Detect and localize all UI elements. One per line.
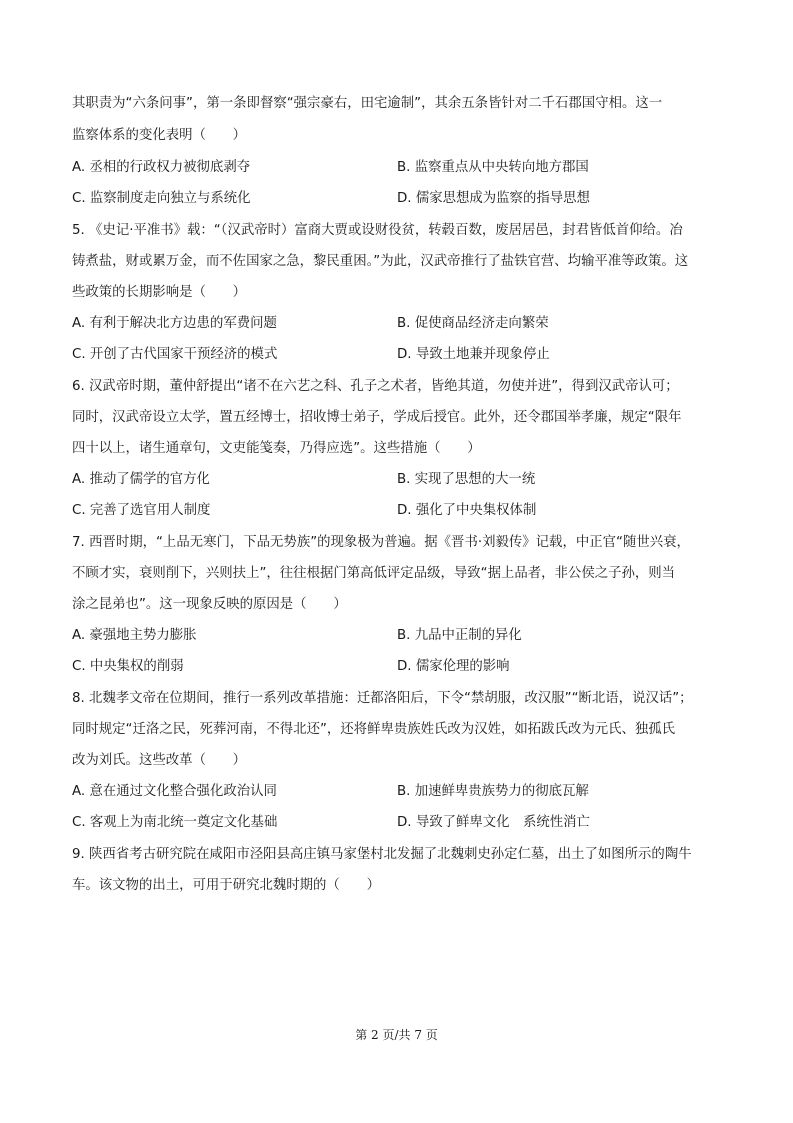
q7-option-b: B. 九品中正制的异化: [397, 628, 522, 643]
q7-stem-line-1: 7. 西晋时期，“上品无寒门，下品无势族”的现象极为普遍。据《晋书·刘毅传》记载，中正官“随世兴衰，: [72, 535, 690, 550]
q5-option-a: A. 有利于解决北方边患的军费问题: [72, 316, 277, 331]
q5-option-b: B. 促使商品经济走向繁荣: [397, 316, 549, 331]
q5-option-c: C. 开创了古代国家干预经济的模式: [72, 347, 278, 362]
q7-option-a: A. 豪强地主势力膨胀: [72, 628, 197, 643]
q7-stem-line-2: 不顾才实，衰则削下，兴则扶上”，往往根据门第高低评定品级，导致“据上品者，非公侯之子孙，则当: [72, 566, 676, 581]
q6-option-c: C. 完善了选官用人制度: [72, 503, 211, 518]
q6-stem-line-3: 四十以上，诸生通章句，文吏能笺奏，乃得应选”。这些措施（ ）: [72, 441, 481, 456]
q8-option-d: D. 导致了鲜卑文化 系统性消亡: [397, 815, 590, 830]
q4-option-a: A. 丞相的行政权力被彻底剥夺: [72, 160, 251, 175]
page-number-footer: 第 2 页/共 7 页: [355, 1028, 438, 1042]
q6-stem-line-1: 6. 汉武帝时期，董仲舒提出“诸不在六艺之科、孔子之术者，皆绝其道，勿使并进”，得到汉武帝认可；: [72, 379, 679, 394]
q9-stem-line-1: 9. 陕西省考古研究院在咸阳市泾阳县高庄镇马家堡村北发掘了北魏刺史孙定仁墓，出土了如图所示的陶牛: [72, 847, 692, 862]
q9-stem-line-2: 车。该文物的出土，可用于研究北魏时期的（ ）: [72, 878, 380, 893]
q5-stem-line-3: 些政策的长期影响是（ ）: [72, 285, 247, 300]
q6-stem-line-2: 同时，汉武帝设立太学，置五经博士，招收博士弟子，学成后授官。此外，还令郡国举孝廉，规定“限年: [72, 410, 682, 425]
q6-option-a: A. 推动了儒学的官方化: [72, 472, 210, 487]
q8-stem-line-1: 8. 北魏孝文帝在位期间，推行一系列改革措施：迁都洛阳后，下令“禁胡服，改汉服”“断北语，说汉话”；: [72, 691, 693, 706]
q8-stem-line-2: 同时规定“迁洛之民，死葬河南，不得北还”，还将鲜卑贵族姓氏改为汉姓，如拓跋氏改为元氏、独孤氏: [72, 722, 676, 737]
q8-option-a: A. 意在通过文化整合强化政治认同: [72, 784, 277, 799]
q6-option-d: D. 强化了中央集权体制: [397, 503, 537, 518]
q8-stem-line-3: 改为刘氏。这些改革（ ）: [72, 753, 247, 768]
q7-option-d: D. 儒家伦理的影响: [397, 659, 510, 674]
q5-stem-line-1: 5. 《史记·平准书》载：“（汉武帝时）富商大贾或设财役贫，转毂百数，废居居邑，封君皆低首仰给。冶: [72, 223, 683, 238]
q8-option-c: C. 客观上为南北统一奠定文化基础: [72, 815, 278, 830]
q4-stem-line-2: 监察体系的变化表明（ ）: [72, 128, 247, 143]
q7-option-c: C. 中央集权的削弱: [72, 659, 184, 674]
q5-option-d: D. 导致土地兼并现象停止: [397, 347, 550, 362]
q4-option-b: B. 监察重点从中央转向地方郡国: [397, 160, 589, 175]
q8-option-b: B. 加速鲜卑贵族势力的彻底瓦解: [397, 784, 589, 799]
q4-option-d: D. 儒家思想成为监察的指导思想: [397, 191, 590, 206]
q4-stem-line-1: 其职责为“六条问事”，第一条即督察“强宗豪右，田宅逾制”，其余五条皆针对二千石郡国守相。这一: [72, 96, 663, 111]
q5-stem-line-2: 铸煮盐，财或累万金，而不佐国家之急，黎民重困。”为此，汉武帝推行了盐铁官营、均输平准等政策。这: [72, 254, 689, 269]
q7-stem-line-3: 涂之昆弟也”。这一现象反映的原因是（ ）: [72, 597, 347, 612]
q6-option-b: B. 实现了思想的大一统: [397, 472, 536, 487]
q4-option-c: C. 监察制度走向独立与系统化: [72, 191, 251, 206]
